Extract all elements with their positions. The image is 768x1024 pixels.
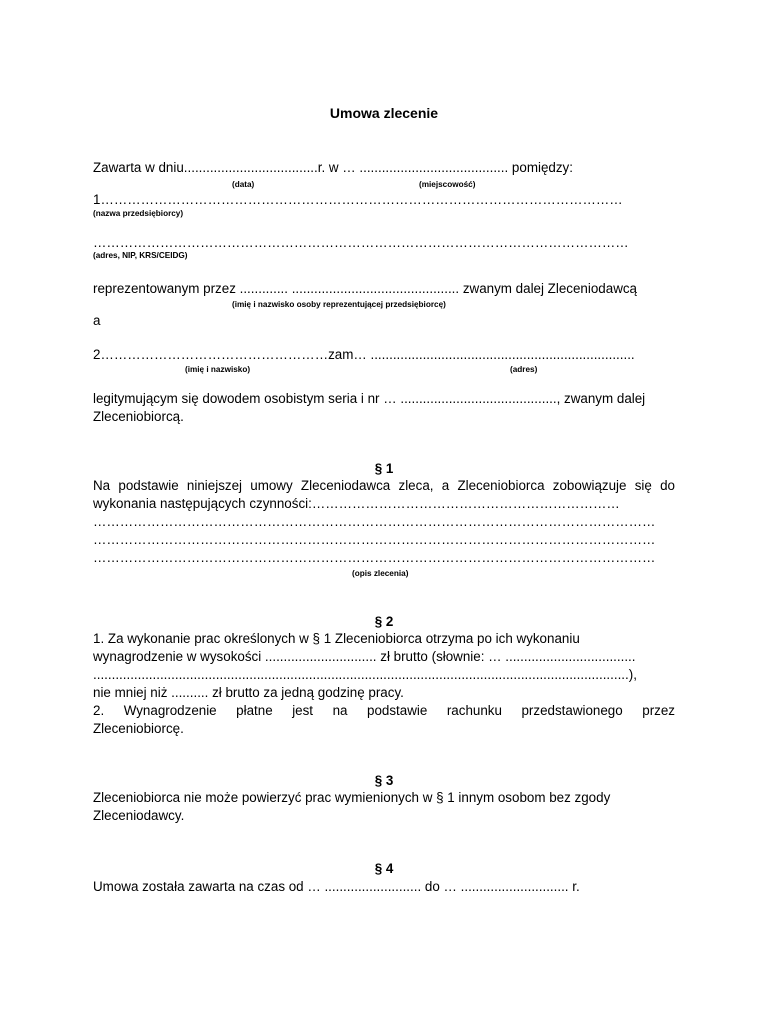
party2-id-line1: legitymującym się dowodem osobistym seria i nr … .........................................., zwanym dalej: [93, 391, 646, 406]
section4-line1: Umowa została zawarta na czas od … .......................... do … ............................. r.: [93, 879, 580, 894]
section1-dots2: ………………………………………………………………………………………………………………: [93, 532, 656, 547]
party2-caption-address: (adres): [510, 365, 538, 374]
section1-heading: § 1: [374, 461, 394, 476]
section2-line1: 1. Za wykonanie prac określonych w § 1 Zleceniobiorca otrzyma po ich wykonaniu: [93, 631, 580, 646]
party1-name-caption: (nazwa przedsiębiorcy): [93, 209, 184, 218]
section3-line1: Zleceniobiorca nie może powierzyć prac wymienionych w § 1 innym osobom bez zgody: [93, 790, 611, 805]
section2-line4: nie mniej niż .......... zł brutto za jedną godzinę pracy.: [93, 685, 404, 700]
party1-address-caption: (adres, NIP, KRS/CEIDG): [93, 251, 188, 260]
section1-caption: (opis zlecenia): [352, 569, 409, 578]
section3-line2: Zleceniodawcy.: [93, 808, 185, 823]
section4-heading: § 4: [374, 861, 394, 876]
caption-place: (miejscowość): [419, 180, 476, 189]
section2-heading: § 2: [374, 614, 394, 629]
caption-date: (data): [232, 180, 255, 189]
party1-name-line: 1………………………………………………………………………………………………………: [93, 192, 623, 207]
section2-line6: Zleceniobiorcę.: [93, 721, 184, 736]
party2-caption-name: (imię i nazwisko): [185, 365, 251, 374]
party2-id-line2: Zleceniobiorcą.: [93, 409, 184, 424]
section1-dots1: ………………………………………………………………………………………………………………: [93, 514, 656, 529]
section3-heading: § 3: [374, 773, 394, 788]
section1-dots3: ………………………………………………………………………………………………………………: [93, 550, 656, 565]
party2-line: 2……………………………………………zam… .......................................................................: [93, 347, 635, 362]
party1-represented-caption: (imię i nazwisko osoby reprezentującej przedsiębiorcę): [232, 300, 446, 309]
section1-line1: Na podstawie niniejszej umowy Zleceniodawca zleca, a Zleceniobiorca zobowiązuje się do: [93, 478, 675, 493]
and-word: a: [93, 313, 101, 328]
section2-line5: 2. Wynagrodzenie płatne jest na podstawie rachunku przedstawionego przez: [93, 703, 675, 718]
section2-line2: wynagrodzenie w wysokości .............................. zł brutto (słownie: … ...................................: [93, 649, 636, 664]
party1-represented-line: reprezentowanym przez ............. ............................................. zwanym dalej Zleceniodawcą: [93, 281, 638, 296]
intro-line: Zawarta w dniu....................................r. w … ........................................ pomiędzy:: [93, 160, 573, 175]
party1-address-line: …………………………………………………………………………………………………………: [93, 235, 629, 250]
section1-line2: wykonania następujących czynności:……………………………………………………………: [93, 496, 620, 511]
section2-line3: ................................................................................................................................................),: [93, 667, 637, 682]
document-title: Umowa zlecenie: [329, 105, 439, 121]
